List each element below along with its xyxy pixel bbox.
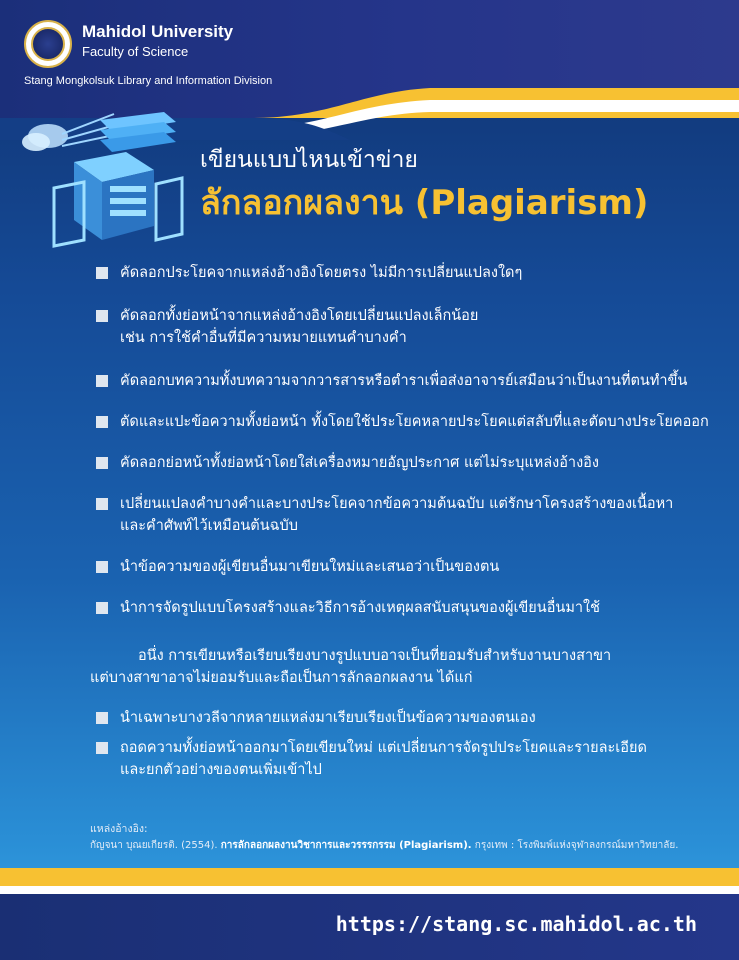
list-item-text: คัดลอกประโยคจากแหล่งอ้างอิงโดยตรง ไม่มีการเปลี่ยนแปลงใดๆ xyxy=(120,265,523,281)
list-item-text: ถอดความทั้งย่อหน้าออกมาโดยเขียนใหม่ แต่เปลี่ยนการจัดรูปประโยคและรายละเอียด xyxy=(120,740,647,756)
faculty-name: Faculty of Science xyxy=(82,44,189,59)
bullet-square-icon xyxy=(96,310,108,322)
list-item-text: นำการจัดรูปแบบโครงสร้างและวิธีการอ้างเหตุผลสนับสนุนของผู้เขียนอื่นมาใช้ xyxy=(120,600,600,616)
list-item xyxy=(96,597,716,619)
list-item xyxy=(96,262,716,284)
list-item-text: คัดลอกย่อหน้าทั้งย่อหน้าโดยใส่เครื่องหมายอัญประกาศ แต่ไม่ระบุแหล่งอ้างอิง xyxy=(120,455,599,471)
list-item-text: นำข้อความของผู้เขียนอื่นมาเขียนใหม่และเสนอว่าเป็นของตน xyxy=(120,559,500,575)
bullet-square-icon xyxy=(96,602,108,614)
list-item-text: เปลี่ยนแปลงคำบางคำและบางประโยคจากข้อความต้นฉบับ แต่รักษาโครงสร้างของเนื้อหา xyxy=(120,496,674,512)
title-line-1: เขียนแบบไหนเข้าข่าย xyxy=(200,147,418,173)
bullet-square-icon xyxy=(96,742,108,754)
list-item-text-continued: เช่น การใช้คำอื่นที่มีความหมายแทนคำบางคำ xyxy=(120,330,407,346)
note-line-1: อนึ่ง การเขียนหรือเรียบเรียงบางรูปแบบอาจเป็นที่ยอมรับสำหรับงานบางสาขา xyxy=(138,648,612,664)
list-item-text-continued: และยกตัวอย่างของตนเพิ่มเข้าไป xyxy=(120,762,322,778)
reference-author: กัญจนา บุณยเกียรติ. (2554). xyxy=(90,840,218,851)
reference-work-title: การลักลอกผลงานวิชาการและวรรรกรรม (Plagiarism). xyxy=(220,840,472,851)
university-name: Mahidol University xyxy=(82,22,234,41)
bullet-square-icon xyxy=(96,498,108,510)
list-item-text: คัดลอกทั้งย่อหน้าจากแหล่งอ้างอิงโดยเปลี่ยนแปลงเล็กน้อย xyxy=(120,308,479,324)
server-illustration xyxy=(14,100,186,250)
note-line-2: แต่บางสาขาอาจไม่ยอมรับและถือเป็นการลักลอกผลงาน ได้แก่ xyxy=(90,670,473,686)
list-item-text: นำเฉพาะบางวลีจากหลายแหล่งมาเรียบเรียงเป็นข้อความของตนเอง xyxy=(120,710,536,726)
list-item xyxy=(96,556,716,578)
website-link[interactable]: https://stang.sc.mahidol.ac.th xyxy=(335,912,697,936)
note-paragraph xyxy=(90,645,690,689)
bullet-square-icon xyxy=(96,561,108,573)
list-item-text-continued: และคำศัพท์ไว้เหมือนต้นฉบับ xyxy=(120,518,298,534)
university-logo xyxy=(24,20,72,68)
bullet-list xyxy=(96,262,716,619)
bullet-square-icon xyxy=(96,267,108,279)
logo-emblem xyxy=(31,27,65,61)
bullet-list-secondary xyxy=(96,707,716,781)
bullet-square-icon xyxy=(96,375,108,387)
bullet-square-icon xyxy=(96,712,108,724)
bullet-square-icon xyxy=(96,416,108,428)
reference-citation xyxy=(90,838,678,853)
reference-publisher: กรุงเทพ : โรงพิมพ์แห่งจุฬาลงกรณ์มหาวิทยาลัย. xyxy=(474,840,679,851)
list-item xyxy=(96,370,716,392)
reference-label: แหล่งอ้างอิง: xyxy=(90,823,148,835)
division-name: Stang Mongkolsuk Library and Information Division xyxy=(24,75,273,87)
list-item xyxy=(96,452,716,474)
list-item xyxy=(96,305,716,349)
list-item xyxy=(96,411,716,433)
list-item-text: คัดลอกบทความทั้งบทความจากวารสารหรือตำราเพื่อส่งอาจารย์เสมือนว่าเป็นงานที่ตนทำขึ้น xyxy=(120,373,688,389)
list-item xyxy=(96,707,716,729)
list-item xyxy=(96,737,716,781)
bullet-square-icon xyxy=(96,457,108,469)
list-item-text: ตัดและแปะข้อความทั้งย่อหน้า ทั้งโดยใช้ประโยคหลายประโยคแต่สลับที่และตัดบางประโยคออก xyxy=(120,414,709,430)
footer-gold-stripe xyxy=(0,868,739,888)
title-line-2: ลักลอกผลงาน (Plagiarism) xyxy=(200,183,649,223)
list-item xyxy=(96,493,716,537)
